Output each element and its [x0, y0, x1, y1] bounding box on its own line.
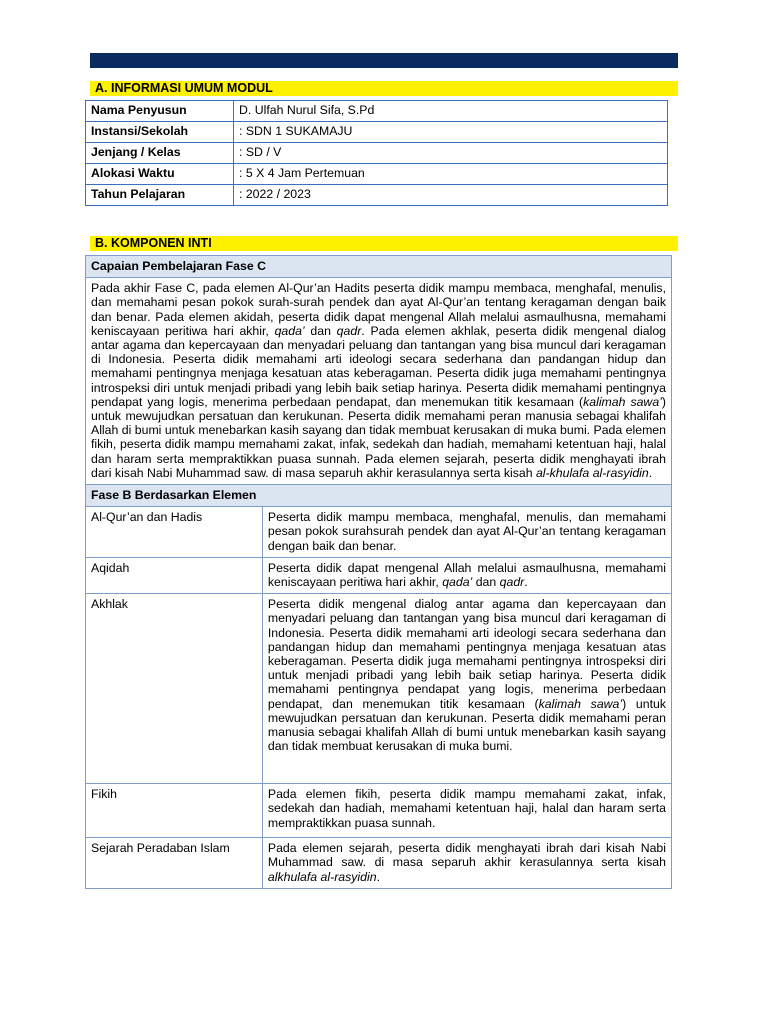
table-row [86, 557, 672, 593]
element-name: Sejarah Peradaban Islam [86, 838, 263, 889]
info-label: Alokasi Waktu [86, 164, 234, 185]
info-label: Jenjang / Kelas [86, 143, 234, 164]
info-row [86, 185, 668, 206]
fase-b-header: Fase B Berdasarkan Elemen [86, 485, 672, 507]
element-description: Peserta didik mengenal dialog antar agama dan kepercayaan dan menyadari peluang dan tantangan yang bisa muncul dari keragaman di Indonesia. Peserta didik memahami arti ideologi secara sederhana dan pandangan hidup dan memahami pentingnya menjaga kesatuan atas keberagaman. Peserta didik juga memahami pentingnya introspeksi diri untuk menjadi pribadi yang lebih baik setiap harinya. Peserta didik memahami pentingnya pendapat yang logis, menerima perbedaan pendapat, dan menemukan titik kesamaan (kalimah sawa’) untuk mewujudkan persatuan dan kerukunan. Peserta didik memahami peran manusia sebagai khalifah Allah di bumi untuk menebarkan kasih sayang dan tidak membuat kerusakan di muka bumi. [262, 594, 671, 784]
module-info-table [85, 100, 668, 206]
info-value: : 5 X 4 Jam Pertemuan [234, 164, 668, 185]
komponen-inti-table [85, 255, 672, 889]
element-name: Fikih [86, 784, 263, 838]
info-row [86, 143, 668, 164]
capaian-text: Pada akhir Fase C, pada elemen Al-Qur’an Hadits peserta didik mampu membaca, menghafal, menulis, dan memahami pesan pokok surah-surah pendek dan ayat Al-Qur’an tentang keragaman dengan baik dan benar. Pada elemen akidah, peserta didik dapat mengenal Allah melalui asmaulhusna, memahami keniscayaan peritiwa hari akhir, qada’ dan qadr. Pada elemen akhlak, peserta didik mengenal dialog antar agama dan kepercayaan dan menyadari peluang dan tantangan yang bisa muncul dari keragaman di Indonesia. Peserta didik memahami arti ideologi secara sederhana dan pandangan hidup dan memahami pentingnya menjaga kesatuan atas keberagaman. Peserta didik juga memahami pentingnya introspeksi diri untuk menjadi pribadi yang lebih baik setiap harinya. Peserta didik memahami pentingnya pendapat yang logis, menerima perbedaan pendapat, dan menemukan titik kesamaan (kalimah sawa’) untuk mewujudkan persatuan dan kerukunan. Peserta didik memahami peran manusia sebagai khalifah Allah di bumi untuk menebarkan kasih sayang dan tidak membuat kerusakan di muka bumi. Pada elemen fikih, peserta didik mampu memahami zakat, infak, sedekah dan hadiah, memahami ketentuan haji, halal dan haram serta mempraktikkan puasa sunnah. Pada elemen sejarah, peserta didik menghayati ibrah dari kisah Nabi Muhammad saw. di masa separuh akhir kerasulannya serta kisah al-khulafa al-rasyidin. [86, 278, 672, 485]
info-label: Instansi/Sekolah [86, 122, 234, 143]
element-description: Peserta didik dapat mengenal Allah melalui asmaulhusna, memahami keniscayaan peritiwa hari akhir, qada’ dan qadr. [262, 557, 671, 593]
table-row [86, 784, 672, 838]
info-row [86, 164, 668, 185]
element-description: Pada elemen fikih, peserta didik mampu memahami zakat, infak, sedekah dan hadiah, memahami ketentuan haji, halal dan haram serta mempraktikkan puasa sunnah. [262, 784, 671, 838]
element-name: Akhlak [86, 594, 263, 784]
info-label: Tahun Pelajaran [86, 185, 234, 206]
section-b-heading: B. KOMPONEN INTI [90, 236, 678, 251]
table-row [86, 507, 672, 558]
element-name: Aqidah [86, 557, 263, 593]
capaian-header-row [86, 256, 672, 278]
table-row [86, 838, 672, 889]
info-label: Nama Penyusun [86, 101, 234, 122]
fase-b-header-row [86, 485, 672, 507]
title-bar [90, 53, 678, 68]
info-value: : SDN 1 SUKAMAJU [234, 122, 668, 143]
info-row [86, 101, 668, 122]
info-value: : 2022 / 2023 [234, 185, 668, 206]
capaian-body-row [86, 278, 672, 485]
info-value: D. Ulfah Nurul Sifa, S.Pd [234, 101, 668, 122]
info-value: : SD / V [234, 143, 668, 164]
capaian-header: Capaian Pembelajaran Fase C [86, 256, 672, 278]
element-description: Peserta didik mampu membaca, menghafal, menulis, dan memahami pesan pokok surahsurah pendek dan ayat Al-Qur’an tentang keragaman dengan baik dan benar. [262, 507, 671, 558]
element-name: Al-Qur’an dan Hadis [86, 507, 263, 558]
element-description: Pada elemen sejarah, peserta didik menghayati ibrah dari kisah Nabi Muhammad saw. di masa separuh akhir kerasulannya serta kisah alkhulafa al-rasyidin. [262, 838, 671, 889]
section-a-heading: A. INFORMASI UMUM MODUL [90, 81, 678, 96]
info-row [86, 122, 668, 143]
table-row [86, 594, 672, 784]
